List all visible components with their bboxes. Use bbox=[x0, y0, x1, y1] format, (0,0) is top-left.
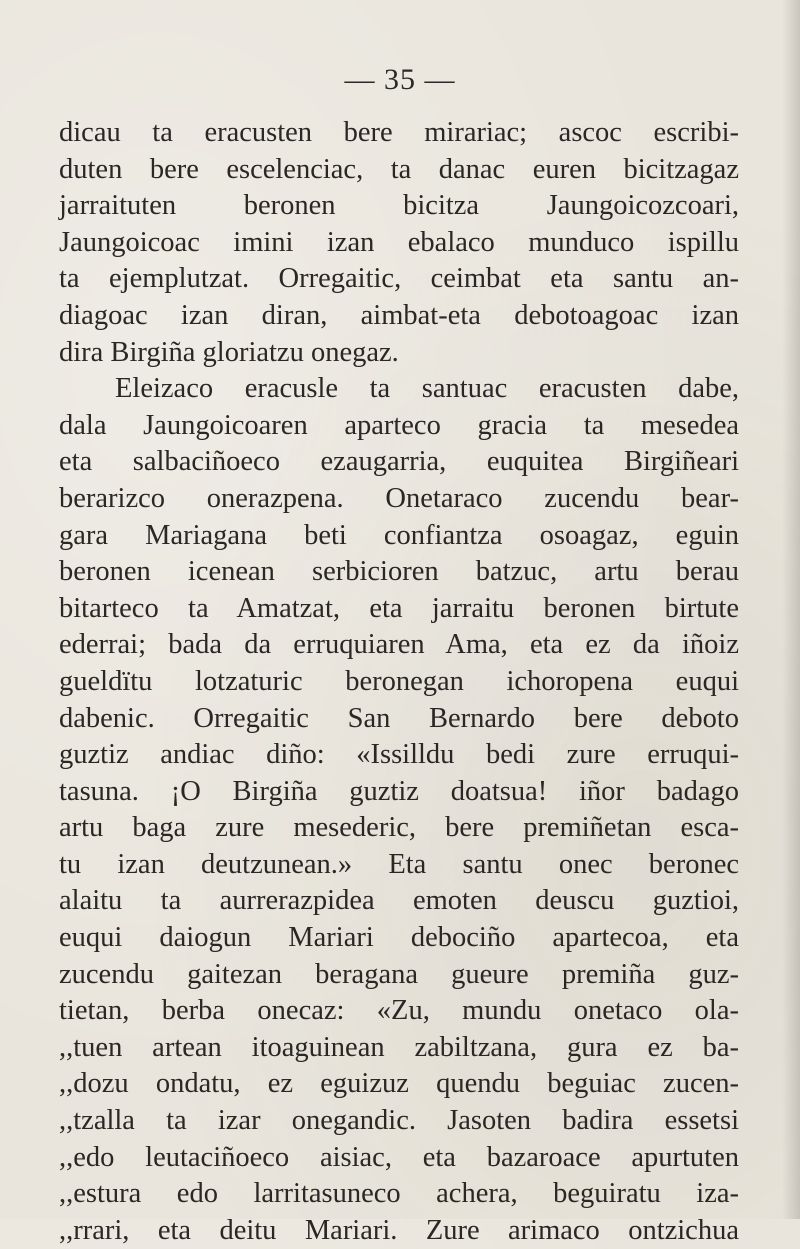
body-text bbox=[59, 115, 739, 1249]
text-line: ederrai; bada da erruquiaren Ama, eta ez da iñoiz bbox=[59, 629, 739, 661]
text-line: bitarteco ta Amatzat, eta jarraitu beronen birtute bbox=[59, 592, 739, 624]
text-line: ,,edo leutaciñoeco aisiac, eta bazaroace apurtuten bbox=[59, 1141, 739, 1173]
text-line: gueldïtu lotzaturic beronegan ichoropena euqui bbox=[59, 665, 739, 697]
text-line: artu baga zure mesederic, bere premiñetan esca- bbox=[59, 812, 739, 844]
page-edge-shadow bbox=[782, 0, 800, 1219]
text-line: tietan, berba onecaz: «Zu, mundu onetaco ola- bbox=[59, 995, 739, 1027]
text-line: duten bere escelenciac, ta danac euren bicitzagaz bbox=[59, 153, 739, 185]
text-line: gara Mariagana beti confiantza osoagaz, eguin bbox=[59, 519, 739, 551]
text-line: berarizco onerazpena. Onetaraco zucendu bear- bbox=[59, 482, 739, 514]
text-line: tasuna. ¡O Birgiña guztiz doatsua! iñor badago bbox=[59, 775, 739, 807]
text-line: ,,tuen artean itoaguinean zabiltzana, gura ez ba- bbox=[59, 1031, 739, 1063]
page-number: — 35 — bbox=[344, 63, 456, 96]
text-line: guztiz andiac diño: «Issilldu bedi zure erruqui- bbox=[59, 739, 739, 771]
text-line: dicau ta eracusten bere mirariac; ascoc escribi- bbox=[59, 117, 739, 148]
text-line: euqui daiogun Mariari debociño apartecoa, eta bbox=[59, 922, 739, 954]
text-line: zucendu gaitezan beragana gueure premiña guz- bbox=[59, 958, 739, 990]
text-line: eta salbaciñoeco ezaugarria, euquitea Birgiñeari bbox=[59, 446, 739, 478]
text-line: ,,estura edo larritasuneco achera, beguiratu iza- bbox=[59, 1178, 739, 1210]
text-line: Eleizaco eracusle ta santuac eracusten dabe, bbox=[115, 373, 739, 405]
text-line: ,,tzalla ta izar onegandic. Jasoten badira essetsi bbox=[59, 1105, 739, 1137]
text-line: dala Jaungoicoaren aparteco gracia ta mesedea bbox=[59, 409, 739, 441]
text-line: Jaungoicoac imini izan ebalaco munduco ispillu bbox=[59, 226, 739, 258]
text-line: ta ejemplutzat. Orregaitic, ceimbat eta santu an- bbox=[59, 263, 739, 295]
text-line: ,,dozu ondatu, ez eguizuz quendu beguiac zucen- bbox=[59, 1068, 739, 1100]
text-line: alaitu ta aurrerazpidea emoten deuscu guztioi, bbox=[59, 885, 739, 917]
text-line: dabenic. Orregaitic San Bernardo bere deboto bbox=[59, 702, 739, 734]
text-line: dira Birgiña gloriatzu onegaz. bbox=[59, 336, 399, 368]
text-line: beronen icenean serbicioren batzuc, artu berau bbox=[59, 556, 739, 588]
text-line: ,,rrari, eta deitu Mariari. Zure arimaco ontzichua bbox=[59, 1214, 739, 1246]
text-line: tu izan deutzunean.» Eta santu onec beronec bbox=[59, 848, 739, 880]
text-line: diagoac izan diran, aimbat-eta debotoagoac izan bbox=[59, 299, 739, 331]
text-line: jarraituten beronen bicitza Jaungoicozcoari, bbox=[59, 190, 739, 222]
